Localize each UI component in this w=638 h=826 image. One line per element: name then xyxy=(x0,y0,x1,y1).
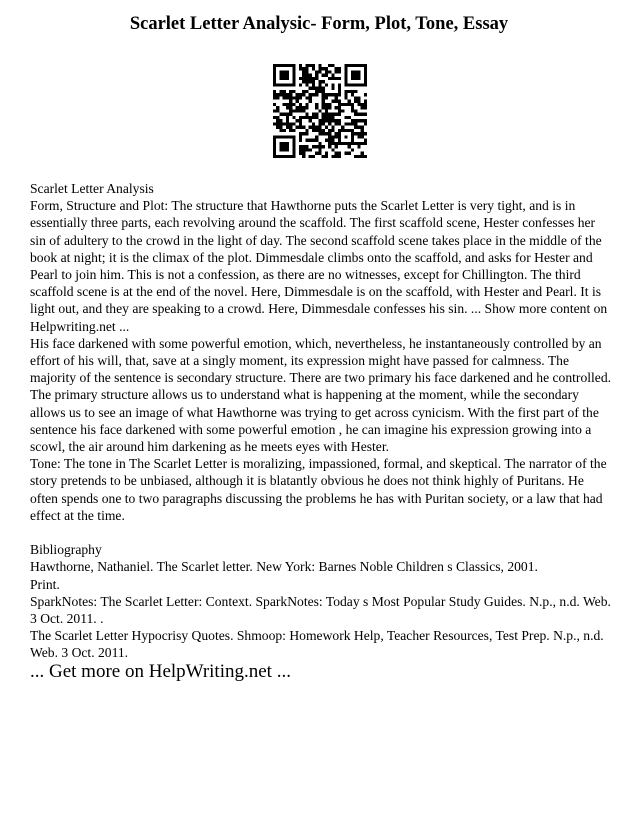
get-more-link[interactable]: ... Get more on HelpWriting.net ... xyxy=(30,661,291,682)
paragraph-heading: Scarlet Letter Analysis xyxy=(30,181,154,196)
paragraph-tone: Tone: The tone in The Scarlet Letter is moralizing, impassioned, formal, and skeptical. The narrator of the story pretends to be unbiased, although it is blatantly obvious he does not think highly of Puritans. He often spends one to two paragraphs discussing the problems he has with Puritan society, or a law that had effect at the time. xyxy=(30,456,607,523)
paragraph-form-structure: Form, Structure and Plot: The structure that Hawthorne puts the Scarlet Letter is very tight, and is in essentially three parts, each revolving around the scaffold. The first scaffold scene, Hester confesses her sin of adultery to the crowd in the light of day. The second scaffold scene takes place in the middle of the book at night; it is the climax of the plot. Dimmesdale climbs onto the scaffold, and asks for Hester and Pearl to join him. This is not a confession, as there are no witnesses, except for Chillington. The third scaffold scene is at the end of the novel. Here, Dimmesdale is on the scaffold, with Hester and Pearl. It is light out, and they are speaking to a crowd. Here, Dimmesdale confesses his sin. ... Show more content on Helpwriting.net ... xyxy=(30,198,608,334)
bibliography-entry: SparkNotes: The Scarlet Letter: Context. SparkNotes: Today s Most Popular Study Guides. N.p., n.d. Web. 3 Oct. 2011. . xyxy=(30,593,611,627)
bibliography-entry: Print. xyxy=(30,576,60,592)
document-title: Scarlet Letter Analysic- Form, Plot, Tone, Essay xyxy=(129,14,509,34)
document-body xyxy=(30,180,612,662)
bibliography-entry: Hawthorne, Nathaniel. The Scarlet letter. New York: Barnes Noble Children s Classics, 2001. xyxy=(30,559,538,575)
bibliography-entry: The Scarlet Letter Hypocrisy Quotes. Shmoop: Homework Help, Teacher Resources, Test Prep. N.p., n.d. Web. 3 Oct. 2011. xyxy=(30,628,604,661)
bibliography-heading: Bibliography xyxy=(30,542,102,558)
qr-code-icon xyxy=(273,64,367,158)
paragraph-quote-analysis: His face darkened with some powerful emotion, which, nevertheless, he instantaneously controlled by an effort of his will, that, save at a singly moment, its expression might have passed for calmness. The majority of the sentence is secondary structure. There are two primary his face darkened and he controlled. The primary structure allows us to understand what is happening at the moment, while the secondary allows us to see an image of what Hawthorne was trying to get across cynicism. With the first part of the sentence his face darkened with some powerful emotion , he can imagine his expression growing into a scowl, the air around him darkening as he meets eyes with Hester. xyxy=(30,335,612,455)
